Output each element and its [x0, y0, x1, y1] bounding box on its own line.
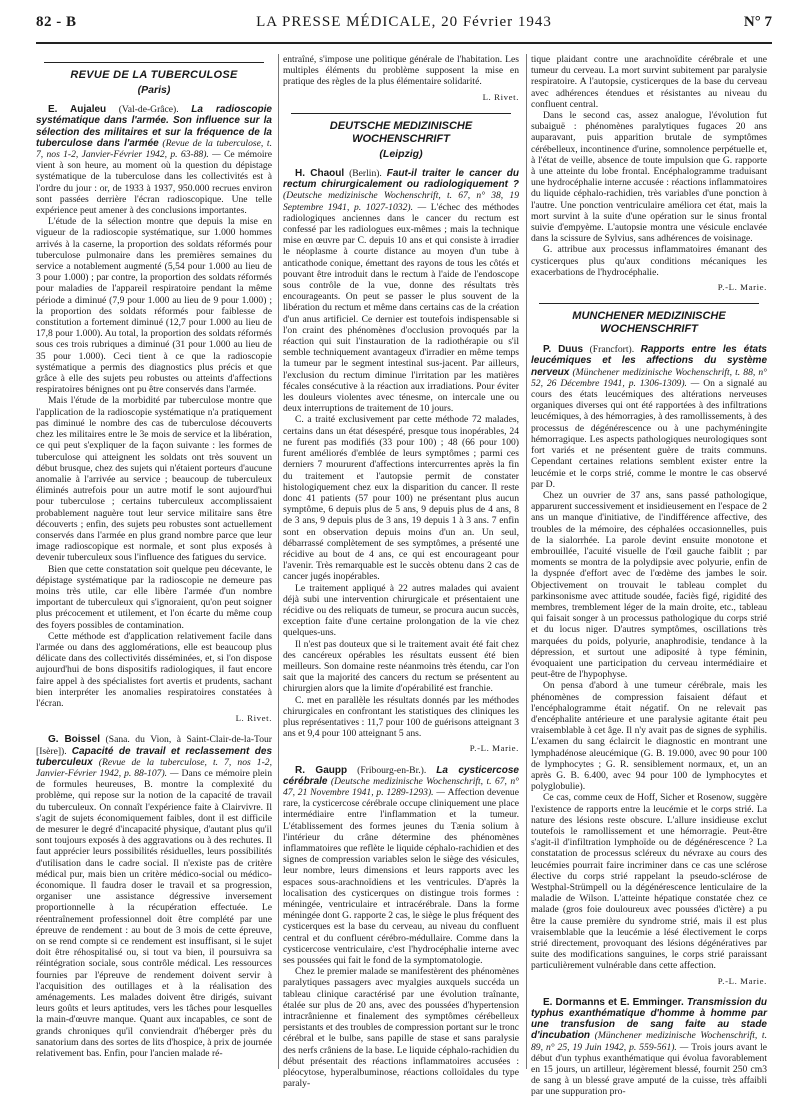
paragraph: Le traitement appliqué à 22 autres malades qui avaient déjà subi une intervention chirurgicale et présentaient une récidive ou des reliquats de tumeur, se procura aucun succès, exception faite d'une certaine prolongation de la vie chez quelques-uns. [283, 582, 519, 639]
paragraph-continued: tique plaidant contre une arachnoïdite cérébrale et une tumeur du cerveau. La mort survint subitement par paralysie respiratoire. A l'autopsie, cysticerques de la base du cerveau avec adhérences étendues et résistantes au niveau du confluent central. [531, 54, 767, 110]
article-author: R. Gaupp [295, 764, 348, 776]
column-divider [278, 54, 279, 1069]
reviewer-signature: P.-L. Marie. [469, 743, 519, 754]
section-title: REVUE DE LA TUBERCULOSE [70, 69, 238, 81]
article-reference: (Deutsche medizinische Wochenschrift, t. 67, n° 47, 21 Novembre 1941, p. 1289-1293). — [283, 775, 519, 798]
paragraph: On pensa d'abord à une tumeur cérébrale, mais les phénomènes de compression faisaient défaut et l'encéphalogramme était négatif. On ne relevait pas d'encéphalite antérieure et une paralysie agitante était peu vraisemblable à cet âge. Il n'y avait pas de signes de syphilis. L'examen du sang éclaircit le diagnostic en montrant une lymphadénose aleucémique (G. B. 19.000, avec 90 pour 100 de lymphocytes ; G. R. sensiblement normaux, et, un an après G. B. 6.400, avec 94 pour 100 de lymphocytes et polyglobulie). [531, 680, 767, 793]
paragraph-text: Ce mémoire vient à son heure, au moment où la question du dépistage systématique de la tuberculose dans les collectivités est à l'ordre du jour : or, de 1933 à 1937, 950.000 recrues environ sont passées derrière l'écran radioscopique. Une telle expérience peut amener à des conclusions importantes. [36, 149, 272, 217]
reviewer-signature: L. Rivet. [235, 713, 272, 724]
article-reference: (Revue de la tuberculose, t. 7, nos 1-2, Janvier-Février 1942, p. 88-107). — [36, 756, 272, 779]
column-2 [283, 54, 520, 1090]
paragraph: C. a traité exclusivement par cette méthode 72 malades, certains dans un état désespéré, presque tous inopérables, 24 ne furent pas modifiés (33 pour 100) ; 48 (66 pour 100) furent améliorés d'emblée de leurs symptômes ; parmi ces derniers 7 moururent d'affections intercurrentes après la fin du traitement et l'autopsie permit de constater histologiquement chez eux la disparition du cancer. Il reste donc 41 patients (57 pour 100) ne présentant plus aucun symptôme, 6 depuis plus de 5 ans, 9 depuis plus de 4 ans, 8 de 3 ans, 9 depuis plus de 3 ans, 19 depuis 1 à 3 ans. 7 enfin sont en observation depuis moins d'un an. Un seul, débarrassé complètement de ses symptômes, a présenté une récidive au bout de 4 ans, ce qui est encourageant pour l'avenir. Très remarquable est le succès obtenu dans 2 cas de cancer jugés inopérables. [283, 414, 519, 583]
reviewer-signature: P.-L. Marie. [717, 975, 767, 986]
article-reference: (Deutsche medizinische Wochenschrift, t. 67, n° 38, 19 Septembre 1941, p. 1027-1032). — [283, 190, 519, 213]
paragraph-text: On a signalé au cours des états leucémiques des altérations nerveuses organiques diverses qui ont été rapportées à des infiltrations leucémiques, à des hémorragies, à des ramollissements, à des processus de dégénérescence ou à une pachyméningite hémorragique. Les aspects pathologiques neurologiques sont fort variés et ne présentent guère de traits communs. Cependant certaines relations semblent exister entre la leucémie et le corps strié, comme le montre le cas observé par D. [531, 377, 767, 490]
article-author: E. Aujaleu [48, 104, 107, 116]
masthead-rule [36, 42, 772, 44]
paragraph: Cette méthode est d'application relativement facile dans l'armée ou dans des agglomérations, elle est beaucoup plus délicate dans des collectivités disséminées, et, si l'on dispose aujourd'hui de bons dispositifs radiologiques, il faut encore faire appel à des spécialistes fort avertis et prudents, sachant bien interpréter les anomalies respiratoires constatées à l'écran. [36, 630, 272, 709]
paragraph-continued: entraîné, s'impose une politique générale de l'habitation. Les multiples éléments du problème supposent la mise en pratique des règles de la plus élémentaire solidarité. [283, 54, 519, 88]
paragraph: Ce cas, comme ceux de Hoff, Sicher et Rosenow, suggère l'existence de rapports entre la leucémie et le corps strié. La nature des lésions reste obscure. L'allure insidieuse exclut toutefois le ramollissement et une hémorragie. Peut-être s'agit-il d'infiltration lymphoïde ou de dégénérescence ? La constatation de processus scléreux du névraxe au cours des leucémies pourrait faire incriminer dans ce cas une sclérose élective du corps strié rappelant la pseudo-sclérose de Westphal-Strümpell ou la dégénérescence lenticulaire de la maladie de Wilson. L'atteinte hépatique constatée chez ce malade (gros foie douloureux avec poussées d'ictère) a pu être la cause première du syndrome strié, mais il est plus vraisemblable que la leucémie a lésé électivement le corps strié directement, provoquant des lésions dégénératives par suite des modifications sanguines, le corps strié paraissant particulièrement vulnérable dans cette affection. [531, 792, 767, 972]
section-title: MUNCHENER MEDIZINISCHE WOCHENSCHRIFT [572, 310, 726, 336]
paragraph: C. met en parallèle les résultats donnés par les méthodes chirurgicales en confrontant les statistiques des cliniques les plus représentatives : 11,7 pour 100 de guérisons atteignant 3 ans et 9,4 pour 100 atteignant 5 ans. [283, 694, 519, 740]
article [283, 765, 519, 1090]
section-header [531, 303, 767, 336]
article-title: Capacité de travail et reclassement des tuberculeux [36, 745, 272, 768]
article-lead [531, 997, 767, 1098]
article-author: H. Chaoul [295, 168, 345, 180]
article-affiliation: (Berlin). [344, 168, 387, 180]
journal-title-line [36, 14, 772, 31]
article [531, 997, 767, 1098]
section-header [283, 113, 519, 160]
article-lead [36, 104, 272, 216]
paragraph: Bien que cette constatation soit quelque peu décevante, le dépistage systématique par la radioscopie ne demeure pas moins très utile, car elle libère l'armée d'un nombre important de tuberculeux qui s'ignoraient, qu'on peut soigner plus précocement et utilement, et l'on écarte du même coup des foyers possibles de contamination. [36, 563, 272, 631]
paragraph: Il n'est pas douteux que si le traitement avait été fait chez des cancéreux opérables les résultats eussent été bien meilleurs. Son domaine reste néanmoins très étendu, car l'on sait que la majorité des cancers du rectum se présentent au chirurgien alors que la limite d'opérabilité est franchie. [283, 638, 519, 695]
paragraph-text: L'échec des méthodes radiologiques anciennes dans le cancer du rectum est confessé par les radiologues eux-mêmes ; mais la technique mise en œuvre par C. depuis 10 ans et qui consiste à irradier le néoplasme à courte distance au moyen d'un tube à anticathode conique, émettant des rayons de tous les côtés et pouvant être introduit dans le rectum à l'aide de l'endoscope sous contrôle de la vue, donne des résultats très encourageants. On peut se passer le plus souvent de la libération du rectum et même dans certains cas de la création d'un anus artificiel. Ce dernier est toutefois indispensable si l'on craint des phénomènes d'occlusion provoqués par la réaction qui suit l'instauration de la radiothérapie ou s'il semble techniquement avantageux d'irradier en même temps la tumeur par le segment intestinal sus-jacent. Par ailleurs, l'exclusion du rectum diminue l'irritation par les matières fécales consécutive à la réaction aux irradiations. Pour éviter les douleurs violentes avec ténesme, on intercale une ou deux interruptions de traitement de 10 jours. [283, 201, 519, 415]
paragraph: Mais l'étude de la morbidité par tuberculose montre que l'application de la radioscopie systématique n'a pratiquement pas diminué le nombre des cas de tuberculose découverts chez les militaires entre le 3e mois de service et la libération, ce qui peut s'expliquer de la façon suivante : les formes de tuberculose qui atteignent les soldats ont très souvent un début brusque, chez des sujets qui n'étaient porteurs d'aucune anomalie à l'arrivée au service ; beaucoup de tuberculeux éliminés autrefois pour un autre motif le sont aujourd'hui pour tuberculose ; certains tuberculeux accomplissaient probablement naguère tout leur service militaire sans être découverts ; enfin, des sujets peu robustes sont actuellement conservés dans l'armée en plus grand nombre parce que leur image radioscopique est normale, et sont plus exposés à devenir tuberculeux sous l'influence des fatigues du service. [36, 395, 272, 564]
issue-date: , 20 Février 1943 [431, 14, 552, 30]
article-title: Rapports entre les états leucémiques et les affections du système nerveux [531, 344, 767, 378]
paragraph: G. attribue aux processus inflammatoires émanant des cysticerques plus qu'aux conditions mécaniques les exacerbations de l'hydrocéphalie. [531, 244, 767, 278]
article-reference: (Münchener medizinische Wochenschrift, t. 89, n° 25, 19 Juin 1942, p. 559-561). — [531, 1030, 767, 1053]
paragraph: Chez un ouvrier de 37 ans, sans passé pathologique, apparurent successivement et insidieusement en l'espace de 2 ans un manque d'initiative, de l'indifférence affective, des troubles de la mémoire, des céphalées occasionnelles, puis de la sialorrhée. La parole devint ensuite monotone et embrouillée, l'acuité visuelle de l'œil gauche faiblit ; par moments se montra de la polydipsie avec polyurie, enfin de la dyspnée d'effort avec de l'œdème des jambes le soir. Objectivement on trouvait le tableau complet du parkinsonisme avec attitude soudée, faciès figé, rigidité des membres, tremblement léger de la main droite, etc., tableau qui faisait songer à un processus pathologique du corps strié et du locus niger. D'autres symptômes, oscillations très marquées du poids, polyurie, anaphrodisie, tendance à la dépression, et surtout une adiposité à type féminin, évoquaient une participation du cerveau intermédiaire et peut-être de l'hypophyse. [531, 489, 767, 681]
article-lead [283, 765, 519, 967]
journal-name: LA PRESSE MÉDICALE [256, 14, 432, 30]
article-title: Transmission du typhus exanthématique d'homme à homme par une transfusion de sang faite au stade d'incubation [531, 996, 767, 1042]
article-author: P. Duus [543, 344, 584, 356]
issue-number: N° 7 [743, 14, 772, 30]
article [36, 734, 272, 1059]
article [283, 168, 519, 755]
paragraph: Chez le premier malade se manifestèrent des phénomènes paralytiques passagers avec myalgies auxquels succéda un tableau clinique caractérisé par une évolution traînante, étalée sur plus de 20 ans, avec des poussées d'hypertension intracrânienne et finalement des symptômes cérébelleux persistants et des troubles de compression portant sur le tronc cérébral et le bulbe, sans papille de stase et sans paralysie des nerfs crâniens de la base. Le liquide céphalo-rachidien du début présentait des réactions inflammatoires accusées : pléocytose, hyperalbuminose, réactions colloïdales du type paraly- [283, 966, 520, 1090]
paragraph-text: Trois jours avant le début d'un typhus exanthématique qui évolua favorablement en 15 jours, un artilleur, légèrement blessé, fournit 250 cm3 de sang à un blessé grave amputé de la cuisse, très affaibli par une suppuration pro- [531, 1041, 767, 1098]
column-1 [36, 54, 272, 1074]
article-lead [283, 168, 519, 414]
article-lead [36, 734, 272, 1059]
section-rule [539, 303, 759, 304]
column-divider [526, 54, 527, 1069]
page-number: 82 - B [36, 14, 77, 30]
article-author: E. Dormanns et E. Emminger. [543, 996, 684, 1008]
article [36, 104, 272, 724]
section-header [36, 62, 272, 96]
article-lead [531, 344, 767, 490]
article-affiliation: (Val-de-Grâce). [106, 104, 192, 116]
article [531, 344, 767, 987]
section-city: (Paris) [137, 84, 171, 96]
article-reference: (Münchener medizinische Wochenschrift, t. 88, n° 52, 26 Décembre 1941, p. 1306-1309). — [531, 366, 767, 389]
column-3 [531, 54, 767, 1098]
paragraph-text: Dans ce mémoire plein de formules heureuses, B. montre la complexité du problème, qui repose sur la notion de la capacité de travail du tuberculeux. On connaît l'expérience faite à Clairvivre. Il s'agit de sujets économiquement faibles, dont il est difficile de mesurer le degré d'incapacité physique, d'autant plus qu'il sont toujours exposés à des aggravations ou à des rechutes. Il faut apprécier leurs possibilités résiduelles, leurs possibilités d'utilisation dans le cadre social. Il n'existe pas de critère médical pur, mais bien un critère médico-social ou médico-économique. Il faudra doser le travail et sa progression, organiser une assistance dégressive inversement proportionnelle à la récupération effectuée. Le réentraînement professionnel doit être complété par une épreuve de rendement : au bout de 3 mois de cette épreuve, on se rend compte si ce rendement est insuffisant, si le sujet doit être réhospitalisé ou, si tout va bien, il poursuivra sa réintégration sociale, sous contrôle médical. Les ressources fournies par l'épreuve de rendement doivent servir à l'acquisition des outillages et à la réalisation des aménagements. Les malades doivent être dirigés, suivant leurs goûts et leurs aptitudes, vers les tâches pour lesquelles la main-d'œuvre manque. Quant aux incapables, ce sont de grands chroniques qu'il conviendrait d'héberger près du sanatorium dans des sortes de lits d'hospice, à prix de journée relativement bas. Enfin, pour l'ancien malade ré- [36, 767, 272, 1060]
article-affiliation: (Sana. du Vion, à Saint-Clair-de-la-Tour [Isère]). [36, 734, 273, 757]
reviewer-signature: L. Rivet. [482, 91, 519, 102]
article-title: La cysticercose cérébrale [283, 764, 519, 787]
section-city: (Leipzig) [379, 147, 423, 160]
masthead [36, 14, 772, 40]
article-reference: (Revue de la tuberculose, t. 7, nos 1-2, Janvier-Février 1942, p. 63-88). — [36, 137, 272, 161]
article-affiliation: (Francfort). [583, 344, 641, 356]
article-title: La radioscopie systématique dans l'armée. Son influence sur la sélection des militaires et sur la fréquence de la tuberculose dans l'armée [36, 104, 272, 149]
section-rule [291, 113, 511, 114]
section-title: DEUTSCHE MEDIZINISCHE WOCHENSCHRIFT [329, 119, 473, 145]
article-affiliation: (Fribourg-en-Br.). [347, 764, 437, 776]
section-rule [44, 62, 264, 63]
paragraph-text: Affection devenue rare, la cysticercose cérébrale occupe cliniquement une place intermédiaire entre l'inflammation et la tumeur. L'établissement des formes jeunes du Tænia solium à l'intérieur du crâne détermine des phénomènes inflammatoires que reflète le liquide céphalo-rachidien et des signes de compression variables selon le siège des vésicules, leur nombre, leurs dimensions et leurs rapports avec les espaces sous-arachnoïdiens et les ventricules. D'après la localisation des cysticerques on distingue trois formes : méningée, ventriculaire et intracérébrale. Dans la forme méningée dont G. rapporte 2 cas, le siège le plus fréquent des cysticerques est la base du cerveau, au niveau du confluent central et du confluent cérébro-médullaire. Comme dans la cysticercose ventriculaire, c'est l'hydrocéphalie interne avec ses poussées qui fait le fond de la symptomatologie. [283, 786, 519, 967]
article-title: Faut-il traiter le cancer du rectum chirurgicalement ou radiologiquement ? [283, 168, 519, 191]
reviewer-signature: P.-L. Marie. [717, 282, 767, 293]
article-author: G. Boissel [48, 734, 101, 746]
paragraph: L'étude de la sélection montre que depuis la mise en vigueur de la radioscopie systématique, sur 1.000 hommes arrivés à la caserne, la proportion des soldats réformés pour tuberculose pulmonaire dans les premières semaines du service a notablement augmenté (5,54 pour 1.000 au lieu de 3 pour 1.000) ; par contre, la proportion des soldats réformés pour maladies de l'appareil respiratoire pendant la même période a diminué (7,9 pour 1.000 au lieu de 9 pour 1.000) ; la proportion des soldats réformés pour faiblesse de constitution a fortement diminué (12,7 pour 1.000 au lieu de 17,8 pour 1.000). Au total, la proportion des soldats réformés sous ces trois rubriques a diminué (31 pour 1.000 au lieu de 35 pour 1.000). Ceci tient à ce que la radioscopie systématique a permis des diagnostics plus précis et que grâce à elle des sujets peu robustes ou atteints d'affections respiratoires bénignes ont pu être conservés dans l'armée. [36, 216, 272, 396]
paragraph: Dans le second cas, assez analogue, l'évolution fut subaiguë : phénomènes paralytiques fugaces 20 ans auparavant, puis apparition brutale de symptômes cérébelleux, incontinence d'urine, somnolence perpétuelle et, à l'état de veille, absence de toute impulsion que G. rapporte à une atteinte du lobe frontal. Encéphalogramme traduisant une hydrocéphalie interne accusée : réactions inflammatoires du liquide céphalo-rachidien, très variables d'une ponction à l'autre. Une ponction ventriculaire améliora cet état, mais la mort survint à la suite d'une opération sur le sinus frontal suivie d'empyème. L'autopsie montra une vésicule enclavée dans la scissure de Sylvius, sans adhérences de voisinage. [531, 110, 767, 245]
